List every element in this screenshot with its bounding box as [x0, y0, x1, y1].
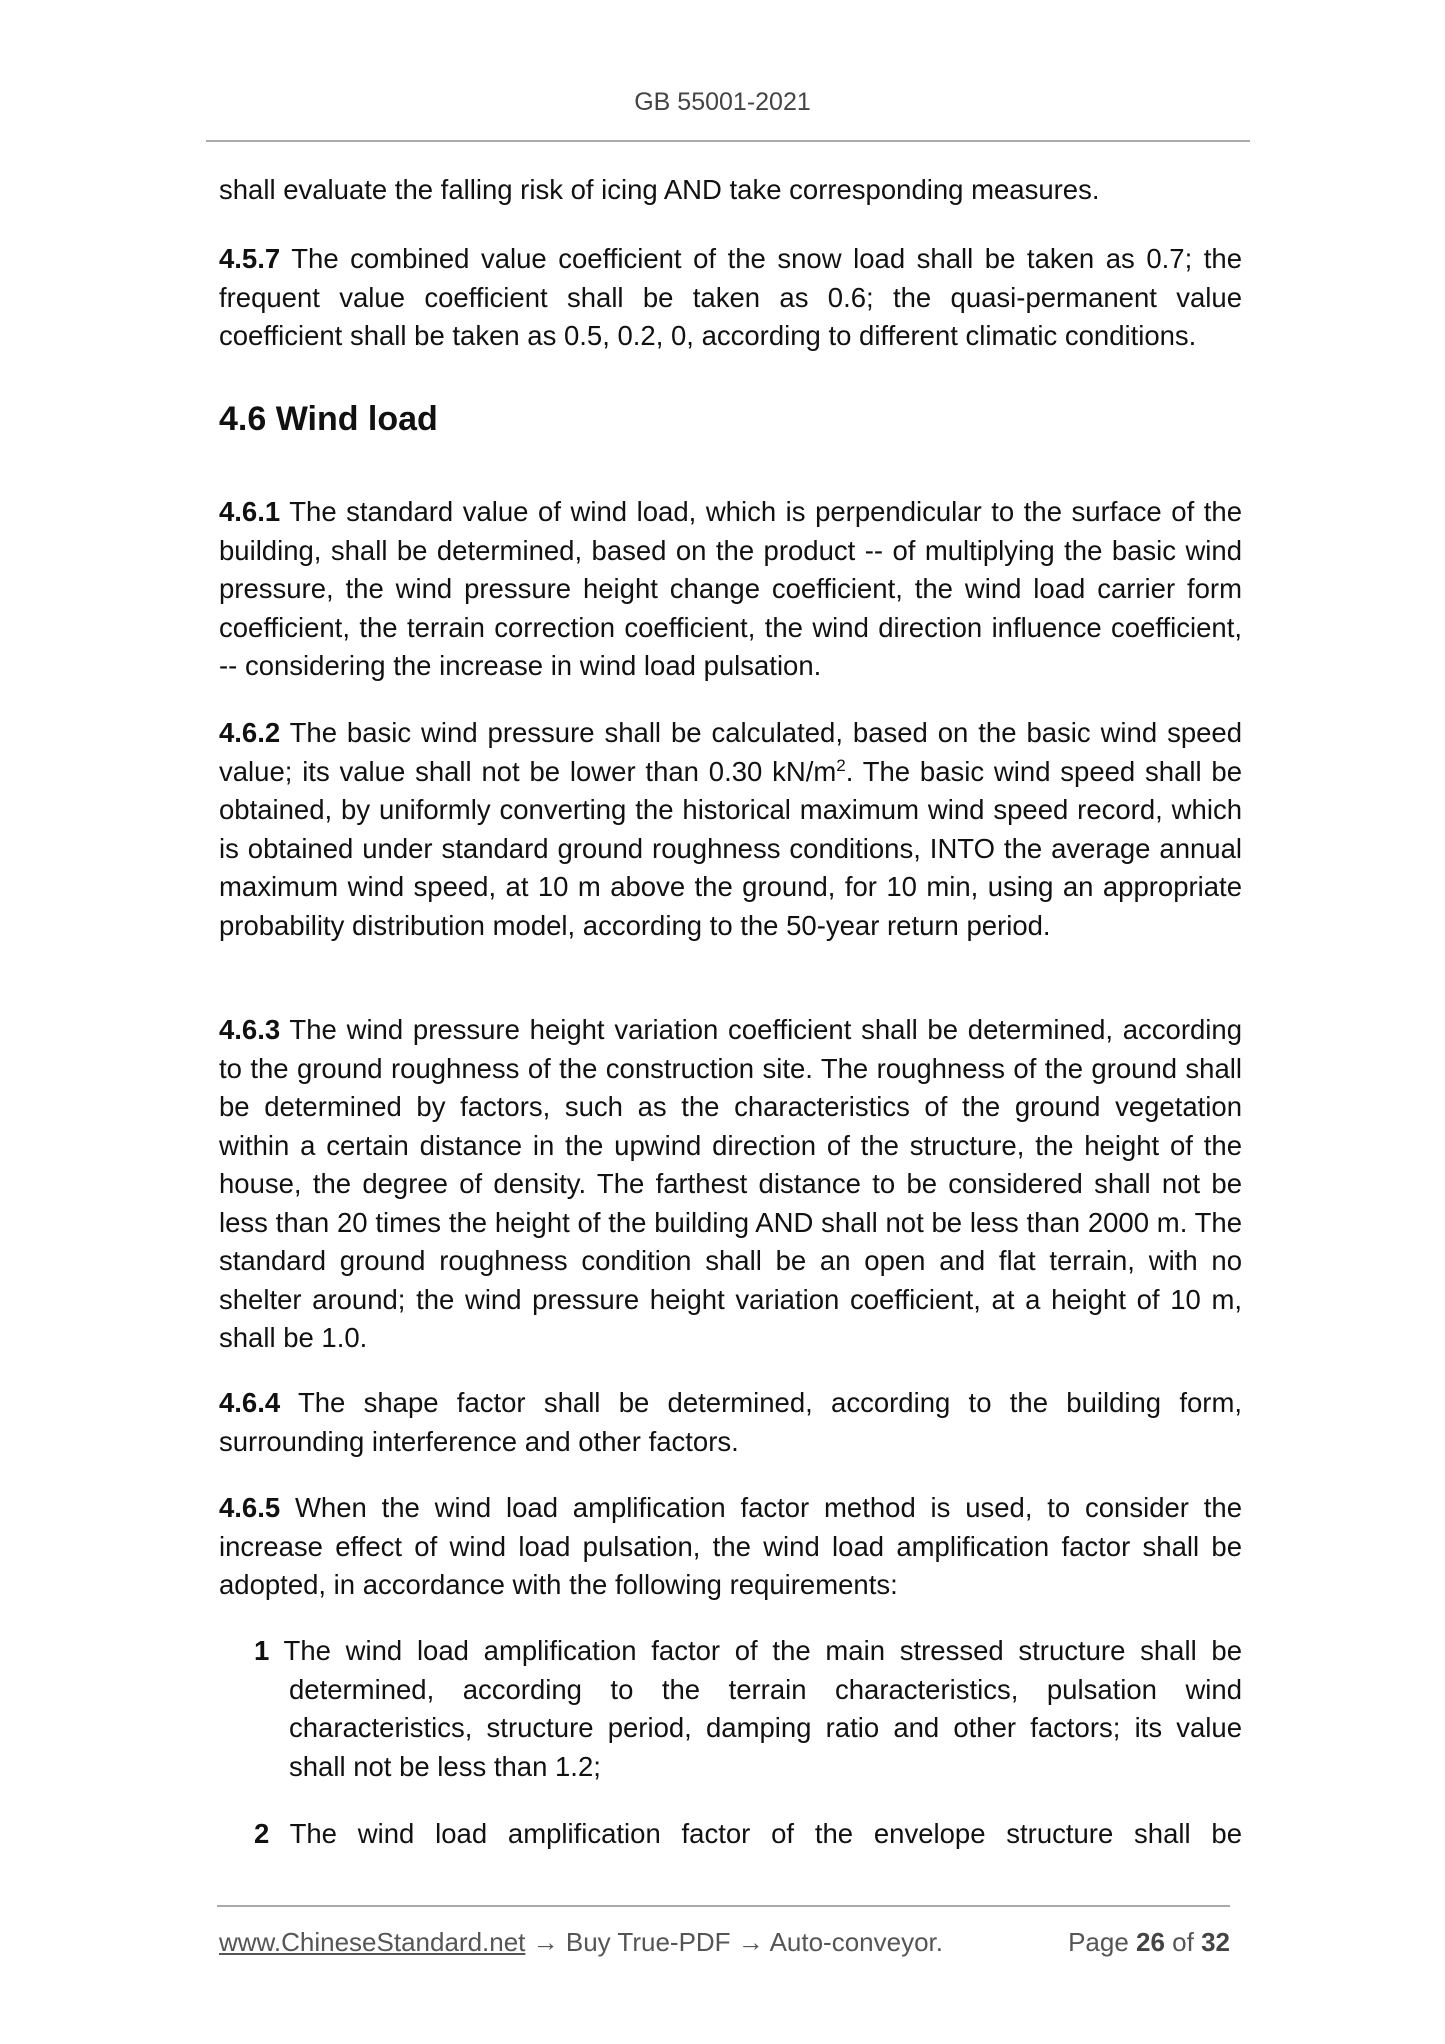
clause-number: 4.5.7	[219, 243, 281, 274]
clause-number: 4.6.4	[219, 1387, 281, 1418]
clause-4-6-3	[219, 1011, 1242, 1358]
page-label: Page	[1068, 1927, 1137, 1957]
clause-text: When the wind load amplification factor method is used, to consider the increase effect of wind load pulsation, the wind load amplification factor shall be adopted, in accordance with the following requirements:	[219, 1492, 1242, 1600]
document-header: GB 55001-2021	[634, 88, 811, 116]
clause-text: The shape factor shall be determined, according to the building form, surrounding interference and other factors.	[219, 1387, 1242, 1457]
paragraph-text: shall evaluate the falling risk of icing AND take corresponding measures.	[219, 174, 1100, 205]
clause-4-6-4	[219, 1384, 1242, 1461]
section-heading: 4.6 Wind load	[219, 400, 438, 438]
clause-text: The standard value of wind load, which is perpendicular to the surface of the building, shall be determined, based on the product -- of multiplying the basic wind pressure, the wind pressure height change coefficient, the wind load carrier form coefficient, the terrain correction coefficient, the wind direction influence coefficient, -- considering the increase in wind load pulsation.	[219, 496, 1242, 681]
paragraph-continuation	[219, 171, 1242, 210]
header-divider	[206, 140, 1250, 142]
clause-number: 4.6.1	[219, 496, 281, 527]
item-text: The wind load amplification factor of the envelope structure shall be	[269, 1818, 1242, 1849]
clause-number: 4.6.2	[219, 717, 281, 748]
clause-number: 4.6.5	[219, 1492, 281, 1523]
of-label: of	[1164, 1927, 1202, 1957]
clause-4-6-1	[219, 493, 1242, 686]
clause-text: The wind pressure height variation coefficient shall be determined, according to the ground roughness of the construction site. The roughness of the ground shall be determined by factors, such as the characteristics of the ground vegetation within a certain distance in the upwind direction of the structure, the height of the house, the degree of density. The farthest distance to be considered shall not be less than 20 times the height of the building AND shall not be less than 2000 m. The standard ground roughness condition shall be an open and flat terrain, with no shelter around; the wind pressure height variation coefficient, at a height of 10 m, shall be 1.0.	[219, 1014, 1242, 1353]
item-number: 1	[254, 1635, 270, 1666]
footer-left	[219, 1927, 943, 1958]
page-footer	[219, 1927, 1230, 1958]
item-number: 2	[254, 1818, 270, 1849]
page-number: 26	[1136, 1927, 1165, 1957]
list-item-2	[254, 1815, 1242, 1854]
clause-text: . The basic wind speed shall be obtained, by uniformly converting the historical maximum wind speed record, which is obtained under standard ground roughness conditions, INTO the average annual maximum wind speed, at 10 m above the ground, for 10 min, using an appropriate probability distribution model, according to the 50-year return period.	[219, 755, 1243, 941]
item-text: The wind load amplification factor of the main stressed structure shall be determined, according to the terrain characteristics, pulsation wind characteristics, structure period, damping ratio and other factors; its value shall not be less than 1.2;	[269, 1635, 1242, 1782]
page-total: 32	[1201, 1927, 1230, 1957]
clause-number: 4.6.3	[219, 1014, 281, 1045]
footer-divider	[217, 1905, 1230, 1907]
clause-4-6-5	[219, 1489, 1242, 1605]
clause-4-6-2	[219, 714, 1242, 945]
superscript: 2	[836, 755, 846, 775]
list-item-1	[254, 1632, 1242, 1786]
page-indicator	[1068, 1927, 1230, 1958]
website-link[interactable]: www.ChineseStandard.net	[219, 1927, 526, 1957]
clause-text: The basic wind pressure shall be calculated, based on the basic wind speed value; its value shall not be lower than 0.30 kN/m	[219, 717, 1242, 787]
clause-4-5-7	[219, 240, 1242, 356]
footer-trail: → Buy True-PDF → Auto-conveyor.	[525, 1927, 944, 1957]
clause-text: The combined value coefficient of the snow load shall be taken as 0.7; the frequent value coefficient shall be taken as 0.6; the quasi-permanent value coefficient shall be taken as 0.5, 0.2, 0, according to different climatic conditions.	[219, 243, 1242, 351]
